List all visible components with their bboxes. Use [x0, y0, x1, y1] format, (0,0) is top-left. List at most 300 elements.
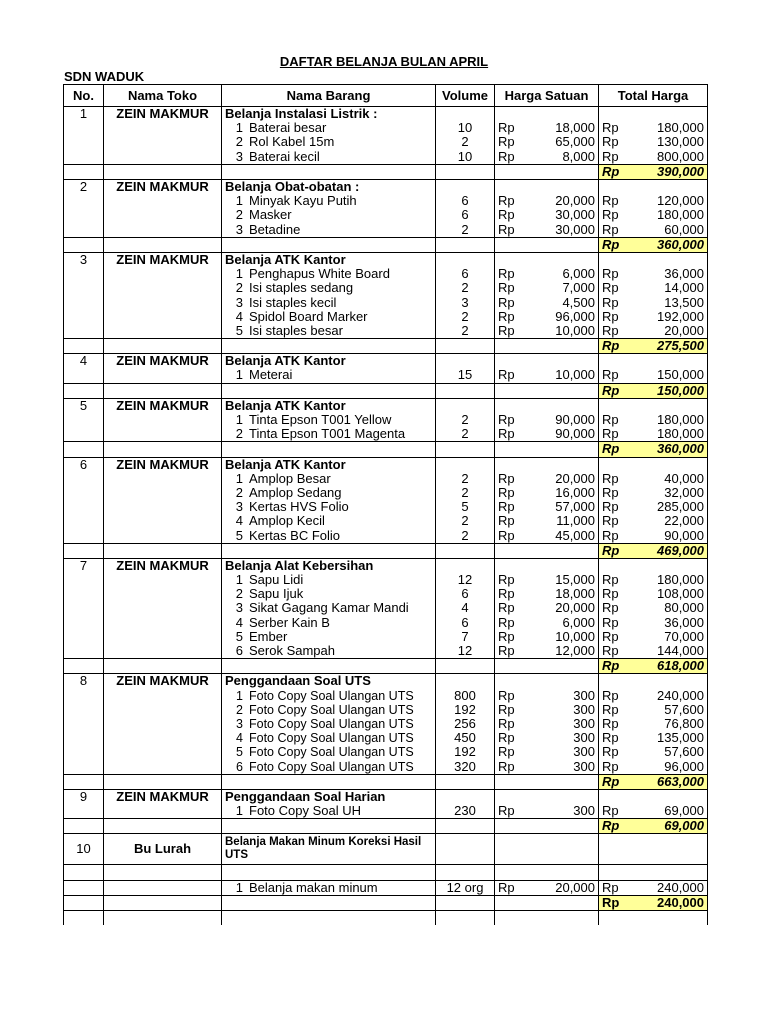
subtotal-value	[599, 339, 708, 354]
empty-cell	[436, 339, 495, 354]
amount-value: 663,000	[657, 774, 704, 789]
currency-label: Rp	[498, 222, 515, 237]
item-index: 4	[235, 309, 243, 324]
item-unit-price	[495, 324, 599, 339]
empty-cell	[222, 774, 436, 789]
currency-label: Rp	[498, 528, 515, 543]
item-label: Amplop Kecil	[249, 514, 325, 529]
item-unit-price	[495, 121, 599, 135]
empty-cell	[495, 398, 599, 413]
header-row	[64, 85, 708, 107]
item-volume: 5	[436, 500, 495, 514]
amount-value: 300	[573, 716, 595, 731]
item-row	[64, 573, 708, 587]
empty-cell	[104, 472, 222, 486]
item-unit-price	[495, 644, 599, 659]
empty-cell	[64, 880, 104, 895]
item-name	[222, 616, 436, 630]
item-unit-price	[495, 573, 599, 587]
amount-value: 10,000	[555, 629, 595, 644]
currency-label: Rp	[602, 514, 619, 529]
empty-cell	[104, 267, 222, 281]
empty-cell	[64, 703, 104, 717]
amount-value: 240,000	[657, 688, 704, 703]
item-label: Serok Sampah	[249, 643, 335, 659]
empty-cell	[222, 543, 436, 558]
amount-value: 90,000	[555, 427, 595, 442]
item-index: 3	[235, 149, 243, 164]
empty-cell	[64, 804, 104, 819]
item-volume: 7	[436, 630, 495, 644]
empty-cell	[64, 472, 104, 486]
empty-cell	[436, 252, 495, 267]
item-total	[599, 472, 708, 486]
empty-cell	[64, 135, 104, 149]
item-row	[64, 194, 708, 208]
empty-cell	[495, 819, 599, 834]
amount-value: 10,000	[555, 323, 595, 338]
empty-cell	[64, 528, 104, 543]
empty-cell	[64, 910, 104, 925]
item-volume: 192	[436, 745, 495, 759]
item-index: 6	[236, 759, 243, 774]
currency-label: Rp	[602, 615, 619, 630]
item-name	[222, 413, 436, 427]
item-index: 1	[235, 267, 243, 282]
item-index: 1	[235, 880, 243, 895]
empty-cell	[436, 910, 495, 925]
item-label: Amplop Besar	[249, 471, 331, 486]
item-total	[599, 644, 708, 659]
empty-cell	[104, 731, 222, 745]
empty-cell	[436, 865, 495, 880]
item-name	[222, 731, 436, 745]
empty-cell	[64, 587, 104, 601]
group-title: Belanja Obat-obatan :	[222, 179, 436, 194]
item-unit-price	[495, 759, 599, 774]
amount-value: 96,000	[664, 759, 704, 774]
currency-label: Rp	[602, 500, 619, 515]
item-volume: 10	[436, 121, 495, 135]
item-row	[64, 472, 708, 486]
item-label: Spidol Board Marker	[249, 309, 368, 324]
group-title: Belanja ATK Kantor	[222, 457, 436, 472]
item-volume: 12	[436, 644, 495, 659]
item-row	[64, 427, 708, 442]
item-total	[599, 413, 708, 427]
item-label: Foto Copy Soal Ulangan UTS	[249, 745, 414, 760]
currency-label: Rp	[498, 135, 515, 150]
empty-cell	[436, 558, 495, 573]
amount-value: 390,000	[657, 164, 704, 179]
currency-label: Rp	[602, 804, 619, 819]
amount-value: 130,000	[657, 135, 704, 150]
amount-value: 6,000	[562, 615, 595, 630]
item-total	[599, 587, 708, 601]
empty-cell	[104, 703, 222, 717]
empty-cell	[64, 630, 104, 644]
shop-name: ZEIN MAKMUR	[104, 789, 222, 804]
currency-label: Rp	[498, 485, 515, 500]
amount-value: 275,500	[657, 338, 704, 354]
empty-cell	[599, 910, 708, 925]
item-label: Foto Copy Soal Ulangan UTS	[249, 702, 414, 717]
item-label: Penghapus White Board	[249, 267, 390, 282]
empty-cell	[222, 339, 436, 354]
item-volume: 12	[436, 573, 495, 587]
empty-cell	[436, 107, 495, 122]
item-row	[64, 528, 708, 543]
item-name	[222, 703, 436, 717]
item-volume: 15	[436, 368, 495, 383]
item-index: 3	[235, 295, 243, 310]
item-index: 1	[235, 412, 243, 428]
empty-cell	[104, 910, 222, 925]
empty-cell	[436, 237, 495, 252]
empty-cell	[495, 865, 599, 880]
item-unit-price	[495, 427, 599, 442]
item-volume: 230	[436, 804, 495, 819]
item-row	[64, 281, 708, 295]
currency-label: Rp	[602, 485, 619, 500]
empty-cell	[495, 442, 599, 457]
subtotal-value	[599, 543, 708, 558]
currency-label: Rp	[498, 629, 515, 644]
item-name	[222, 150, 436, 165]
item-row	[64, 601, 708, 615]
amount-value: 70,000	[664, 629, 704, 644]
empty-cell	[436, 659, 495, 674]
empty-cell	[599, 865, 708, 880]
item-total	[599, 880, 708, 895]
shop-name: ZEIN MAKMUR	[104, 457, 222, 472]
item-unit-price	[495, 472, 599, 486]
empty-cell	[104, 528, 222, 543]
currency-label: Rp	[498, 412, 515, 428]
empty-cell	[222, 442, 436, 457]
item-row	[64, 587, 708, 601]
item-volume: 2	[436, 223, 495, 238]
amount-value: 12,000	[555, 643, 595, 659]
empty-cell	[104, 644, 222, 659]
item-name	[222, 528, 436, 543]
amount-value: 96,000	[555, 309, 595, 324]
subtotal-row	[64, 543, 708, 558]
amount-value: 144,000	[657, 643, 704, 659]
amount-value: 180,000	[657, 208, 704, 223]
empty-cell	[495, 789, 599, 804]
empty-cell	[64, 717, 104, 731]
item-name	[222, 223, 436, 238]
empty-cell	[64, 281, 104, 295]
item-unit-price	[495, 616, 599, 630]
currency-label: Rp	[498, 309, 515, 324]
item-label: Sapu Ijuk	[249, 587, 304, 602]
amount-value: 20,000	[664, 323, 704, 338]
item-row	[64, 717, 708, 731]
empty-cell	[104, 659, 222, 674]
item-volume: 6	[436, 587, 495, 601]
amount-value: 36,000	[664, 615, 704, 630]
item-label: Foto Copy Soal Ulangan UTS	[249, 731, 414, 746]
shop-name: ZEIN MAKMUR	[104, 179, 222, 194]
subtotal-row	[64, 383, 708, 398]
amount-value: 32,000	[664, 485, 704, 500]
item-label: Tinta Epson T001 Magenta	[249, 427, 406, 442]
item-row	[64, 486, 708, 500]
row-number: 3	[64, 252, 104, 267]
item-label: Foto Copy Soal Ulangan UTS	[249, 688, 414, 703]
group-header-row	[64, 179, 708, 194]
item-unit-price	[495, 630, 599, 644]
empty-cell	[495, 674, 599, 689]
amount-value: 618,000	[657, 658, 704, 674]
empty-cell	[495, 164, 599, 179]
empty-cell	[599, 354, 708, 369]
empty-cell	[64, 659, 104, 674]
currency-label: Rp	[498, 295, 515, 310]
currency-label: Rp	[498, 368, 515, 383]
empty-cell	[104, 759, 222, 774]
empty-cell	[104, 442, 222, 457]
empty-cell	[64, 150, 104, 165]
item-index: 2	[235, 587, 243, 602]
item-total	[599, 717, 708, 731]
title-text: DAFTAR BELANJA BULAN APRIL	[279, 54, 489, 69]
item-name	[222, 295, 436, 309]
empty-cell	[104, 486, 222, 500]
currency-label: Rp	[602, 688, 619, 703]
item-index: 5	[236, 745, 243, 760]
empty-cell	[495, 237, 599, 252]
item-name	[222, 644, 436, 659]
row-number: 1	[64, 107, 104, 122]
empty-cell	[436, 819, 495, 834]
item-volume: 800	[436, 689, 495, 703]
amount-value: 30,000	[555, 222, 595, 237]
row-number: 6	[64, 457, 104, 472]
empty-cell	[104, 774, 222, 789]
empty-cell	[104, 880, 222, 895]
group-header-row	[64, 354, 708, 369]
item-volume: 450	[436, 731, 495, 745]
item-row	[64, 616, 708, 630]
item-name	[222, 310, 436, 324]
currency-label: Rp	[602, 208, 619, 223]
empty-cell	[104, 804, 222, 819]
currency-label: Rp	[498, 804, 515, 819]
empty-cell	[104, 237, 222, 252]
item-total	[599, 759, 708, 774]
empty-cell	[495, 895, 599, 910]
amount-value: 18,000	[555, 587, 595, 602]
amount-value: 180,000	[657, 412, 704, 428]
item-row	[64, 223, 708, 238]
empty-cell	[495, 558, 599, 573]
item-unit-price	[495, 413, 599, 427]
item-volume: 2	[436, 324, 495, 339]
item-unit-price	[495, 368, 599, 383]
subtotal-row	[64, 237, 708, 252]
empty-cell	[599, 789, 708, 804]
item-volume: 6	[436, 616, 495, 630]
empty-cell	[599, 398, 708, 413]
item-index: 4	[235, 514, 243, 529]
item-index: 3	[236, 716, 243, 731]
item-volume: 4	[436, 601, 495, 615]
currency-label: Rp	[498, 121, 515, 136]
currency-label: Rp	[602, 658, 620, 674]
item-name	[222, 368, 436, 383]
item-name	[222, 630, 436, 644]
group-title: Penggandaan Soal UTS	[222, 674, 436, 689]
item-label: Baterai besar	[249, 121, 327, 136]
item-total	[599, 208, 708, 222]
item-label: Foto Copy Soal UH	[249, 804, 361, 819]
item-total	[599, 267, 708, 281]
amount-value: 4,500	[562, 295, 595, 310]
row-number: 10	[64, 834, 104, 865]
item-unit-price	[495, 880, 599, 895]
currency-label: Rp	[602, 745, 619, 760]
currency-label: Rp	[498, 688, 515, 703]
item-index: 6	[235, 643, 243, 659]
empty-cell	[104, 819, 222, 834]
item-total	[599, 630, 708, 644]
empty-cell	[64, 413, 104, 427]
page-title	[0, 54, 768, 69]
group-title: Belanja Makan Minum Koreksi Hasil UTS	[222, 834, 436, 865]
col-header-total: Total Harga	[599, 85, 708, 107]
item-total	[599, 745, 708, 759]
item-row	[64, 630, 708, 644]
shop-name: ZEIN MAKMUR	[104, 674, 222, 689]
item-total	[599, 731, 708, 745]
item-name	[222, 427, 436, 442]
item-unit-price	[495, 804, 599, 819]
group-title: Belanja ATK Kantor	[222, 354, 436, 369]
item-unit-price	[495, 703, 599, 717]
amount-value: 90,000	[664, 528, 704, 543]
empty-cell	[222, 819, 436, 834]
empty-cell	[64, 121, 104, 135]
currency-label: Rp	[602, 731, 619, 746]
item-label: Baterai kecil	[249, 149, 320, 164]
row-number: 8	[64, 674, 104, 689]
amount-value: 360,000	[657, 441, 704, 457]
empty-cell	[104, 601, 222, 615]
item-name	[222, 267, 436, 281]
amount-value: 300	[573, 688, 595, 703]
col-header-item: Nama Barang	[222, 85, 436, 107]
empty-cell	[222, 865, 436, 880]
item-name	[222, 717, 436, 731]
item-volume: 2	[436, 413, 495, 427]
item-name	[222, 745, 436, 759]
item-volume: 2	[436, 281, 495, 295]
amount-value: 180,000	[657, 427, 704, 442]
empty-cell	[104, 630, 222, 644]
group-header-row	[64, 789, 708, 804]
subtotal-row	[64, 819, 708, 834]
group-header-row	[64, 107, 708, 122]
currency-label: Rp	[602, 383, 620, 398]
row-number: 2	[64, 179, 104, 194]
school-name: SDN WADUK	[64, 69, 145, 84]
empty-cell	[436, 774, 495, 789]
amount-value: 108,000	[657, 587, 704, 602]
empty-cell	[104, 717, 222, 731]
item-unit-price	[495, 486, 599, 500]
col-header-no: No.	[64, 85, 104, 107]
item-unit-price	[495, 150, 599, 165]
item-row	[64, 514, 708, 528]
subtotal-value	[599, 659, 708, 674]
empty-cell	[64, 774, 104, 789]
amount-value: 300	[573, 731, 595, 746]
empty-cell	[64, 616, 104, 630]
item-unit-price	[495, 267, 599, 281]
currency-label: Rp	[602, 543, 620, 558]
item-row	[64, 135, 708, 149]
item-total	[599, 121, 708, 135]
item-total	[599, 427, 708, 442]
item-label: Rol Kabel 15m	[249, 135, 335, 150]
empty-cell	[436, 383, 495, 398]
item-volume: 10	[436, 150, 495, 165]
item-name	[222, 500, 436, 514]
item-unit-price	[495, 601, 599, 615]
empty-cell	[104, 121, 222, 135]
item-label: Belanja makan minum	[249, 880, 378, 895]
empty-cell	[222, 910, 436, 925]
item-name	[222, 324, 436, 339]
item-label: Tinta Epson T001 Yellow	[249, 412, 392, 428]
currency-label: Rp	[602, 412, 619, 428]
item-name	[222, 573, 436, 587]
currency-label: Rp	[602, 643, 619, 659]
item-unit-price	[495, 208, 599, 222]
empty-cell	[495, 383, 599, 398]
subtotal-value	[599, 442, 708, 457]
item-volume: 6	[436, 208, 495, 222]
item-volume: 2	[436, 427, 495, 442]
empty-cell	[495, 910, 599, 925]
amount-value: 11,000	[556, 514, 595, 529]
item-volume: 256	[436, 717, 495, 731]
empty-cell	[64, 745, 104, 759]
amount-value: 45,000	[555, 528, 595, 543]
item-index: 5	[235, 528, 243, 543]
item-name	[222, 208, 436, 222]
group-title: Belanja Instalasi Listrik :	[222, 107, 436, 122]
item-total	[599, 295, 708, 309]
empty-cell	[222, 659, 436, 674]
currency-label: Rp	[602, 702, 619, 717]
item-name	[222, 121, 436, 135]
empty-cell	[104, 413, 222, 427]
amount-value: 20,000	[555, 471, 595, 486]
item-name	[222, 194, 436, 208]
empty-cell	[64, 731, 104, 745]
empty-cell	[64, 689, 104, 703]
item-unit-price	[495, 528, 599, 543]
empty-cell	[104, 865, 222, 880]
currency-label: Rp	[498, 702, 515, 717]
empty-cell	[64, 442, 104, 457]
amount-value: 8,000	[562, 149, 595, 164]
item-label: Foto Copy Soal Ulangan UTS	[249, 716, 414, 731]
